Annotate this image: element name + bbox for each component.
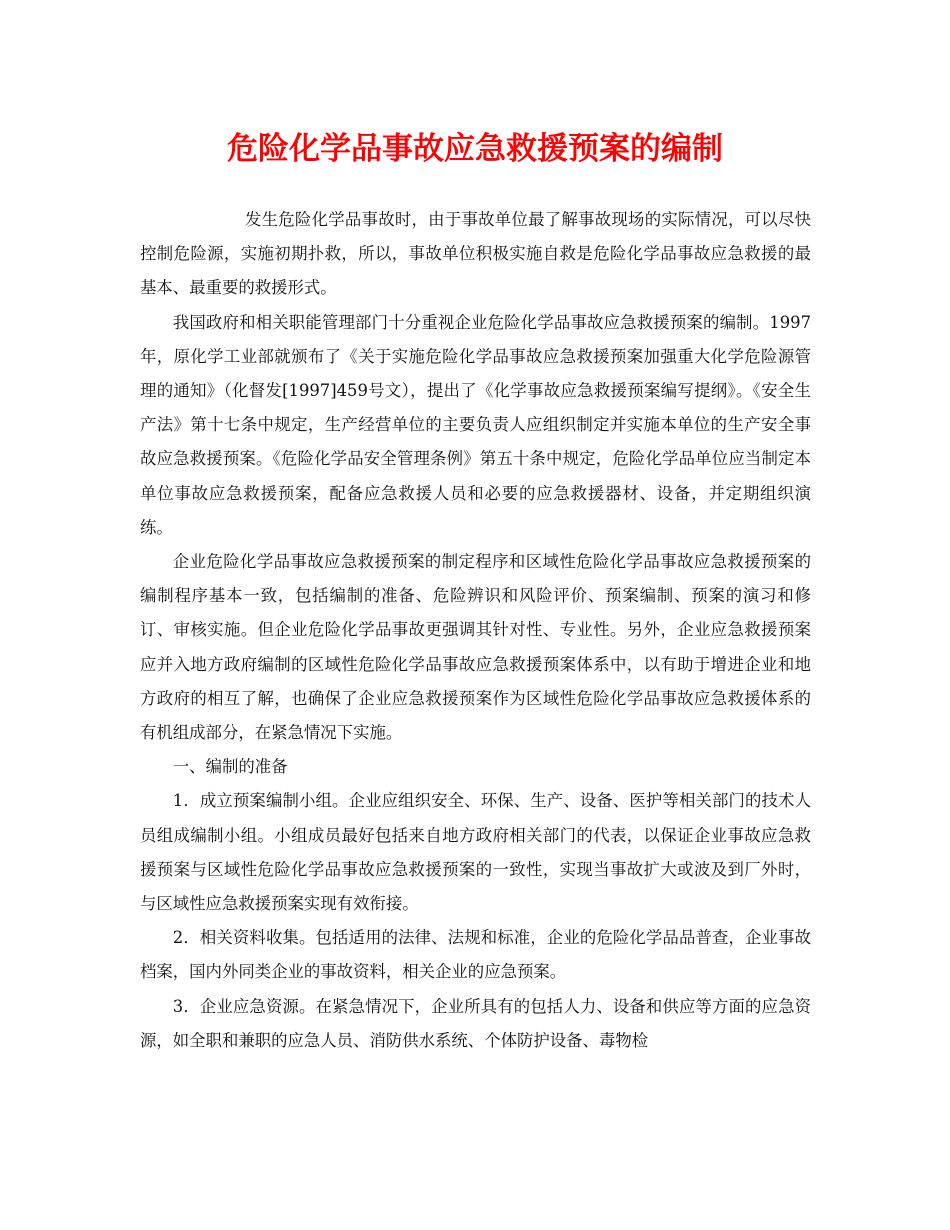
paragraph-intro: 发生危险化学品事故时，由于事故单位最了解事故现场的实际情况，可以尽快控制危险源，实施初期扑救，所以，事故单位积极实施自救是危险化学品事故应急救援的最基本、最重要的救援形式。 [140,210,811,298]
section-heading: 一、编制的准备 [172,757,288,777]
paragraph-item-1: 1．成立预案编制小组。企业应组织安全、环保、生产、设备、医护等相关部门的技术人员组成编制小组。小组成员最好包括来自地方政府相关部门的代表，以保证企业事故应急救援预案与区域性危险化学品事故应急救援预案的一致性，实现当事故扩大或波及到厂外时，与区域性应急救援预案实现有效衔接。 [140,791,811,914]
paragraph-procedure: 企业危险化学品事故应急救援预案的制定程序和区域性危险化学品事故应急救援预案的编制程序基本一致，包括编制的准备、危险辨识和风险评价、预案编制、预案的演习和修订、审核实施。但企业危险化学品事故更强调其针对性、专业性。另外，企业应急救援预案应并入地方政府编制的区域性危险化学品事故应急救援预案体系中，以有助于增进企业和地方政府的相互了解，也确保了企业应急救援预案作为区域性危险化学品事故应急救援体系的有机组成部分，在紧急情况下实施。 [140,552,811,743]
paragraph-regulations: 我国政府和相关职能管理部门十分重视企业危险化学品事故应急救援预案的编制。1997年，原化学工业部就颁布了《关于实施危险化学品事故应急救援预案加强重大化学危险源管理的通知》（化督发[1997]459号文），提出了《化学事故应急救援预案编写提纲》。《安全生产法》第十七条中规定，生产经营单位的主要负责人应组织制定并实施本单位的生产安全事故应急救援预案。《危险化学品安全管理条例》第五十条中规定，危险化学品单位应当制定本单位事故应急救援预案，配备应急救援人员和必要的应急救援器材、设备，并定期组织演练。 [140,312,811,537]
paragraph-item-3: 3．企业应急资源。在紧急情况下，企业所具有的包括人力、设备和供应等方面的应急资源，如全职和兼职的应急人员、消防供水系统、个体防护设备、毒物检 [140,996,811,1050]
document-title: 危险化学品事故应急救援预案的编制 [227,131,723,167]
document-body [140,203,811,1058]
paragraph-item-2: 2．相关资料收集。包括适用的法律、法规和标准，企业的危险化学品品普查，企业事故档案，国内外同类企业的事故资料，相关企业的应急预案。 [140,928,811,982]
